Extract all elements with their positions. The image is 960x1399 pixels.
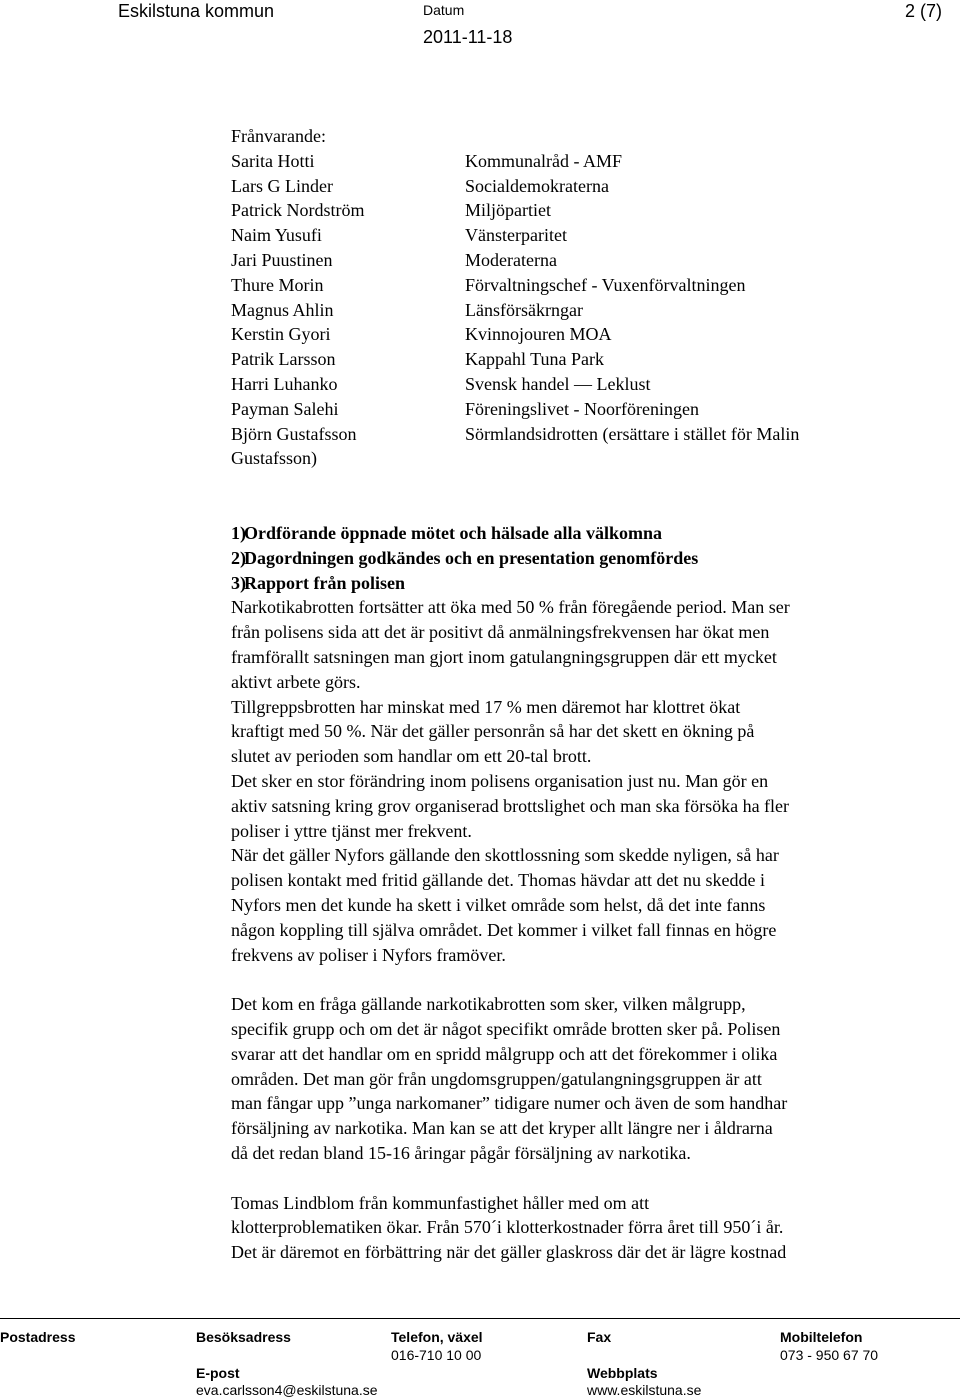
absent-role: Länsförsäkrngar (465, 299, 583, 320)
minutes-body (231, 521, 936, 1265)
absent-row (231, 174, 931, 199)
absent-name: Lars G Linder (231, 175, 333, 196)
absent-name: Kerstin Gyori (231, 324, 331, 345)
absent-row (231, 223, 931, 248)
absent-role: Föreningslivet - Noorföreningen (465, 398, 699, 419)
agenda-item (231, 521, 936, 546)
paragraph-spacer (231, 1166, 936, 1191)
agenda-number: 1) (231, 523, 246, 543)
footer-mobil: 073 - 950 67 70 (780, 1347, 879, 1363)
footer-postadress-label: Postadress (0, 1329, 76, 1345)
paragraph-line: frekvens av poliser i Nyfors framöver. (231, 944, 506, 965)
absent-row (231, 446, 931, 471)
absent-section (231, 124, 931, 471)
paragraph-line: svarar att det handlar om en spridd målgrupp och att det förekommer i olika (231, 1043, 778, 1064)
agenda-text: Dagordningen godkändes och en presentation genomfördes (244, 547, 699, 568)
footer-mobil-label: Mobiltelefon (780, 1329, 863, 1345)
absent-name: Payman Salehi (231, 398, 339, 419)
paragraph-line: poliser i yttre tjänst mer frekvent. (231, 820, 472, 841)
footer-telefon: 016-710 10 00 (391, 1347, 482, 1363)
absent-role: Kvinnojouren MOA (465, 324, 612, 345)
paragraph-line: slutet av perioden som handlar om ett 20-tal brott. (231, 746, 592, 767)
absent-row (231, 422, 931, 447)
paragraph-line: områden. Det man gör från ungdomsgruppen/gatulangningsgruppen är att (231, 1068, 762, 1089)
paragraph-line: specifik grupp och om det är något specifikt område brotten sker på. Polisen (231, 1018, 781, 1039)
agenda-text: Rapport från polisen (244, 572, 406, 593)
footer-fax-label: Fax (587, 1329, 612, 1345)
paragraph-line: kraftigt med 50 %. När det gäller personrån så har det skett en ökning på (231, 721, 755, 742)
footer-epost-label: E-post (196, 1365, 240, 1381)
agenda-text: Ordförande öppnade mötet och hälsade alla välkomna (244, 523, 663, 543)
absent-name: Jari Puustinen (231, 249, 333, 270)
paragraph-line: Narkotikabrotten fortsätter att öka med 50 % från föregående period. Man ser (231, 597, 790, 618)
absent-name: Gustafsson) (231, 448, 317, 469)
absent-heading: Frånvarande: (231, 126, 326, 146)
absent-name: Harri Luhanko (231, 373, 338, 394)
absent-row (231, 347, 931, 372)
absent-name: Patrick Nordström (231, 200, 365, 221)
absent-role: Svensk handel — Leklust (465, 373, 651, 394)
paragraph-line: framförallt satsningen man gjort inom gatulangningsgruppen där ett mycket (231, 646, 777, 667)
absent-role: Socialdemokraterna (465, 175, 609, 196)
paragraph-spacer (231, 967, 936, 992)
absent-name: Thure Morin (231, 274, 324, 295)
agenda-number: 3) (231, 572, 246, 593)
paragraph-line: Det sker en stor förändring inom polisens organisation just nu. Man gör en (231, 770, 769, 791)
agenda-item (231, 546, 936, 571)
paragraph-line: Tomas Lindblom från kommunfastighet håller med om att (231, 1192, 650, 1213)
absent-row (231, 198, 931, 223)
paragraph-line: klotterproblematiken ökar. Från 570´i klotterkostnader förra året till 950´i år. (231, 1217, 784, 1238)
absent-role: Moderaterna (465, 249, 557, 270)
absent-role: Kommunalråd - AMF (465, 150, 622, 171)
footer-telefon-label: Telefon, växel (391, 1329, 483, 1345)
agenda-item (231, 571, 936, 596)
footer-epost[interactable]: eva.carlsson4@eskilstuna.se (196, 1382, 378, 1398)
absent-row (231, 397, 931, 422)
absent-role: Miljöpartiet (465, 200, 551, 221)
absent-role: Förvaltningschef - Vuxenförvaltningen (465, 274, 746, 295)
absent-name: Sarita Hotti (231, 150, 315, 171)
footer-divider (0, 1318, 960, 1319)
absent-row (231, 149, 931, 174)
paragraph-line: Det är däremot en förbättring när det gäller glaskross där det är lägre kostnad (231, 1242, 787, 1263)
absent-row (231, 298, 931, 323)
page-number: 2 (7) (905, 1, 943, 21)
absent-row (231, 372, 931, 397)
absent-role: Kappahl Tuna Park (465, 349, 604, 370)
organization-name: Eskilstuna kommun (118, 1, 275, 21)
footer-webb[interactable]: www.eskilstuna.se (587, 1382, 702, 1398)
date-label: Datum (423, 2, 465, 18)
paragraph-line: någon koppling till själva området. Det kommer i vilket fall finnas en högre (231, 919, 777, 940)
absent-role: Vänsterparitet (465, 225, 567, 246)
paragraph-line: Det kom en fråga gällande narkotikabrotten som sker, vilken målgrupp, (231, 994, 746, 1015)
paragraph-line: När det gäller Nyfors gällande den skottlossning som skedde nyligen, så har (231, 845, 779, 866)
absent-role: Sörmlandsidrotten (ersättare i stället för Malin (465, 423, 800, 444)
paragraph-line: aktiv satsning kring grov organiserad brottslighet och man ska försöka ha fler (231, 795, 790, 816)
footer-besoksadress-label: Besöksadress (196, 1329, 291, 1345)
absent-name: Patrik Larsson (231, 349, 336, 370)
paragraph-line: man fångar upp ”unga narkomaner” tidigare numer och även de som handhar (231, 1093, 788, 1114)
absent-name: Magnus Ahlin (231, 299, 334, 320)
absent-name: Björn Gustafsson (231, 423, 357, 444)
paragraph-line: Nyfors men det kunde ha skett i vilket område som helst, då det inte fanns (231, 894, 766, 915)
agenda-number: 2) (231, 547, 246, 568)
paragraph-line: Tillgreppsbrotten har minskat med 17 % men däremot har klottret ökat (231, 696, 741, 717)
paragraph-line: från polisens sida att det är positivt då anmälningsfrekvensen har ökat men (231, 622, 770, 643)
paragraph-line: aktivt arbete görs. (231, 671, 361, 692)
absent-row (231, 322, 931, 347)
document-date: 2011-11-18 (423, 27, 513, 47)
paragraph-line: polisen kontakt med fritid gällande det. Thomas hävdar att det nu skedde i (231, 870, 766, 891)
absent-row (231, 248, 931, 273)
absent-name: Naim Yusufi (231, 225, 322, 246)
paragraph-line: försäljning av narkotika. Man kan se att det kryper allt längre ner i åldrarna (231, 1118, 773, 1139)
footer-webb-label: Webbplats (587, 1365, 658, 1381)
paragraph-line: då det redan bland 15-16 åringar pågår försäljning av narkotika. (231, 1142, 691, 1163)
absent-row (231, 273, 931, 298)
